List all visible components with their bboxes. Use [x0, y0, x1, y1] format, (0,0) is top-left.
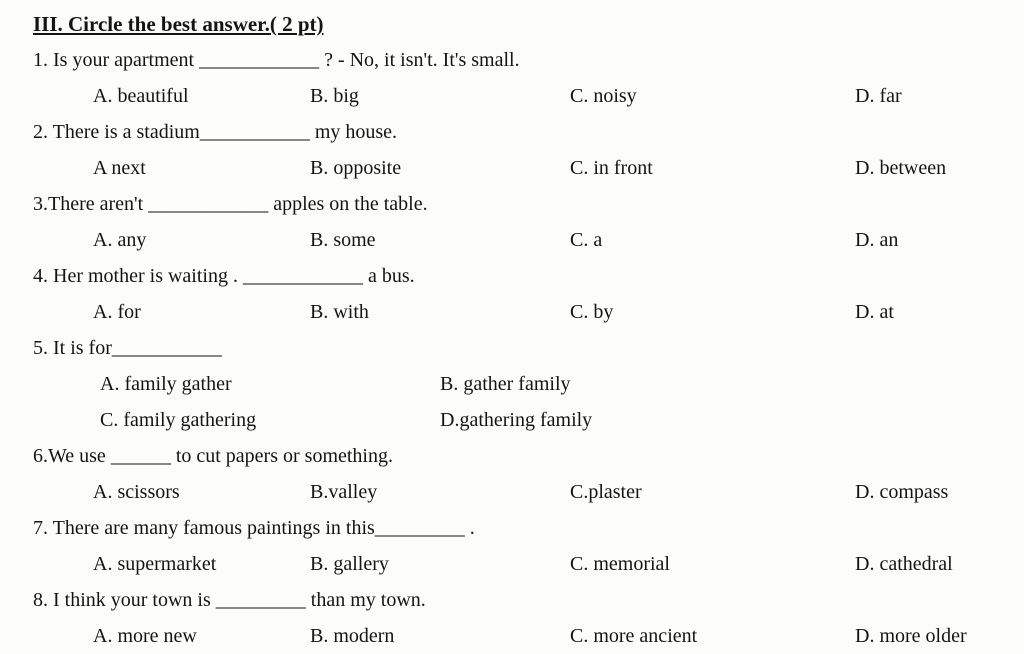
question-6-option-c: C.plaster: [570, 481, 642, 503]
question-1-text: 1. Is your apartment ____________ ? - No, it isn't. It's small.: [33, 49, 520, 71]
question-8-option-a: A. more new: [93, 625, 197, 647]
question-2-option-a: A next: [93, 157, 146, 179]
question-3-text: 3.There aren't ____________ apples on the table.: [33, 193, 428, 215]
question-6-text: 6.We use ______ to cut papers or something.: [33, 445, 393, 467]
question-2-text: 2. There is a stadium___________ my house.: [33, 121, 398, 143]
question-5-option-a: A. family gather: [100, 373, 232, 395]
question-4-option-d: D. at: [855, 301, 894, 323]
question-2-options: [33, 150, 1024, 186]
question-5-text: 5. It is for___________: [33, 337, 222, 359]
question-7-text: 7. There are many famous paintings in this_________ .: [33, 517, 475, 539]
question-3-option-b: B. some: [310, 229, 376, 251]
question-6-option-d: D. compass: [855, 481, 949, 503]
question-8-option-d: D. more older: [855, 625, 967, 647]
question-3-option-d: D. an: [855, 229, 899, 251]
question-1-option-b: B. big: [310, 85, 359, 107]
question-4-option-c: C. by: [570, 301, 614, 323]
question-5-options-row-1: [33, 366, 1024, 402]
question-5-option-d: D.gathering family: [440, 409, 593, 431]
question-4-option-b: B. with: [310, 301, 369, 323]
question-3-options: [33, 222, 1024, 258]
question-1-options: [33, 78, 1024, 114]
question-6-option-b: B.valley: [310, 481, 378, 503]
question-2-option-b: B. opposite: [310, 157, 402, 179]
question-1-option-c: C. noisy: [570, 85, 637, 107]
question-7-option-c: C. memorial: [570, 553, 670, 575]
question-1-option-a: A. beautiful: [93, 85, 189, 107]
question-5-option-b: B. gather family: [440, 373, 571, 395]
question-7-option-d: D. cathedral: [855, 553, 953, 575]
question-6-option-a: A. scissors: [93, 481, 180, 503]
question-5-option-c: C. family gathering: [100, 409, 257, 431]
question-7-options: [33, 546, 1024, 582]
question-8-option-c: C. more ancient: [570, 625, 698, 647]
question-8-option-b: B. modern: [310, 625, 395, 647]
question-2-option-c: C. in front: [570, 157, 653, 179]
question-1-option-d: D. far: [855, 85, 902, 107]
question-7-option-a: A. supermarket: [93, 553, 217, 575]
question-3-option-a: A. any: [93, 229, 147, 251]
question-4-text: 4. Her mother is waiting . ____________ a bus.: [33, 265, 415, 287]
question-6-options: [33, 474, 1024, 510]
section-title: III. Circle the best answer.( 2 pt): [33, 12, 324, 36]
question-3-option-c: C. a: [570, 229, 603, 251]
question-4-option-a: A. for: [93, 301, 141, 323]
question-2-option-d: D. between: [855, 157, 947, 179]
question-8-options: [33, 618, 1024, 654]
question-4-options: [33, 294, 1024, 330]
question-7-option-b: B. gallery: [310, 553, 389, 575]
question-5-options-row-2: [33, 402, 1024, 438]
question-8-text: 8. I think your town is _________ than my town.: [33, 589, 426, 611]
